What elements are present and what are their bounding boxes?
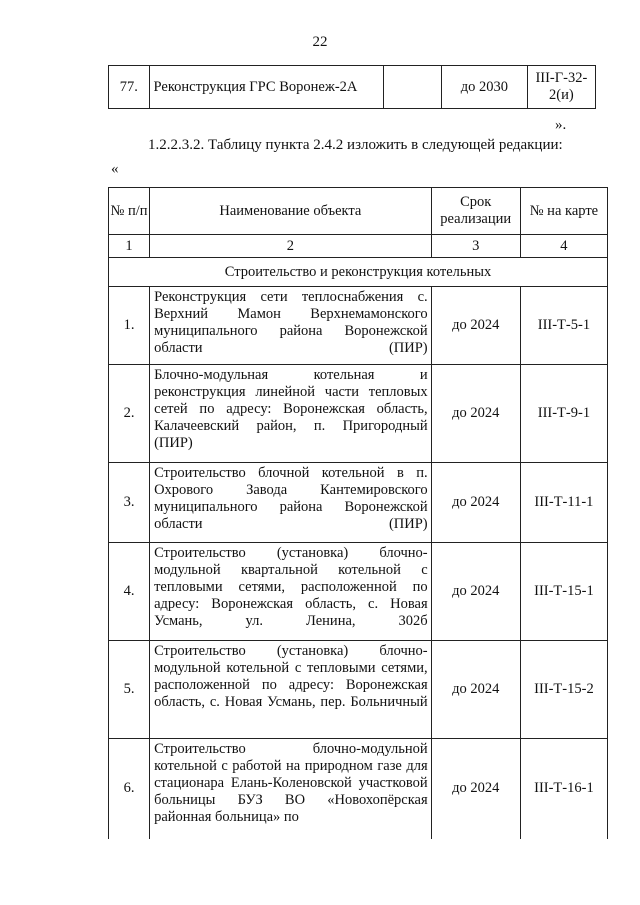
map-cell: III-Т-16-1 — [520, 739, 607, 839]
row-number: 4. — [109, 543, 150, 641]
column-number-row — [109, 235, 608, 258]
blank-cell — [384, 66, 442, 109]
map-cell: III-Т-15-1 — [520, 543, 607, 641]
col-number-3: 3 — [431, 235, 520, 258]
object-name: Реконструкция сети теплоснабжения с. Верхний Мамон Верхнемамонского муниципального района Воронежской области (ПИР) — [150, 287, 432, 365]
section-title: Строительство и реконструкция котельных — [109, 258, 608, 287]
opening-quote: « — [111, 161, 119, 177]
row-number: 1. — [109, 287, 150, 365]
term-cell: до 2030 — [442, 66, 528, 109]
term-cell: до 2024 — [431, 641, 520, 739]
object-name: Реконструкция ГРС Воронеж-2А — [149, 66, 384, 109]
object-name: Строительство блочной котельной в п. Охрового Завода Кантемировского муниципального района Воронежской области (ПИР) — [150, 463, 432, 543]
col-number-4: 4 — [520, 235, 607, 258]
row-number: 77. — [109, 66, 150, 109]
table-row — [109, 641, 608, 739]
page-number: 22 — [312, 34, 328, 50]
top-table-fragment — [108, 65, 596, 109]
row-number: 2. — [109, 365, 150, 463]
table-row — [109, 365, 608, 463]
term-cell: до 2024 — [431, 543, 520, 641]
header-map: № на карте — [520, 188, 607, 235]
table-row — [109, 739, 608, 839]
table-row — [109, 543, 608, 641]
header-term: Срок реализации — [431, 188, 520, 235]
term-cell: до 2024 — [431, 739, 520, 839]
header-name: Наименование объекта — [150, 188, 432, 235]
instruction-text: 1.2.2.3.2. Таблицу пункта 2.4.2 изложить в следующей редакции: — [148, 137, 563, 153]
row-number: 5. — [109, 641, 150, 739]
header-num: № п/п — [109, 188, 150, 235]
map-cell: III-Т-11-1 — [520, 463, 607, 543]
header-row — [109, 188, 608, 235]
object-name: Строительство (установка) блочно-модульной квартальной котельной с тепловыми сетями, расположенной по адресу: Воронежская область, с. Новая Усмань, ул. Ленина, 302б — [150, 543, 432, 641]
map-cell: III-Т-15-2 — [520, 641, 607, 739]
col-number-1: 1 — [109, 235, 150, 258]
main-table — [108, 187, 608, 839]
table-row — [109, 463, 608, 543]
object-name: Строительство блочно-модульной котельной с работой на природном газе для стационара Елань-Коленовской участковой больницы БУЗ ВО «Новохопёрская районная больница» по — [150, 739, 432, 839]
map-cell: III-Т-9-1 — [520, 365, 607, 463]
term-cell: до 2024 — [431, 365, 520, 463]
object-name: Строительство (установка) блочно-модульной котельной с тепловыми сетями, расположенной по адресу: Воронежская область, с. Новая Усмань, пер. Больничный — [150, 641, 432, 739]
col-number-2: 2 — [150, 235, 432, 258]
table-row — [109, 66, 596, 109]
term-cell: до 2024 — [431, 287, 520, 365]
closing-quote: ». — [555, 117, 567, 133]
term-cell: до 2024 — [431, 463, 520, 543]
section-row — [109, 258, 608, 287]
map-cell: III-Т-5-1 — [520, 287, 607, 365]
table-row — [109, 287, 608, 365]
row-number: 6. — [109, 739, 150, 839]
map-cell: III-Г-32-2(и) — [527, 66, 595, 109]
row-number: 3. — [109, 463, 150, 543]
object-name: Блочно-модульная котельная и реконструкция линейной части тепловых сетей по адресу: Воронежская область, Калачеевский район, п. Пригородный (ПИР) — [150, 365, 432, 463]
